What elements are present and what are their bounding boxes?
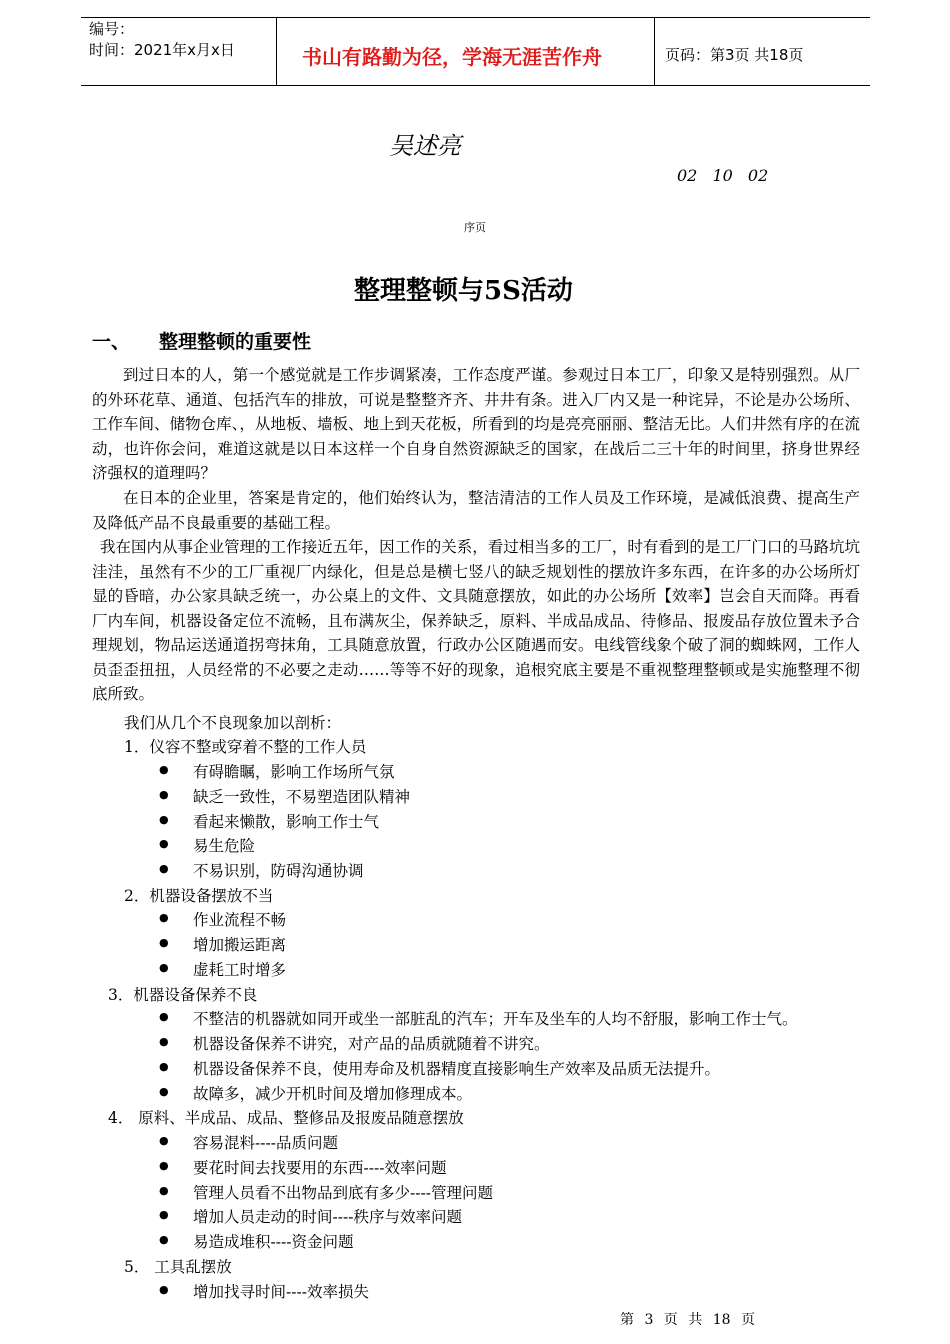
bullet-icon: ●	[159, 1060, 169, 1073]
bullet-icon: ●	[159, 788, 169, 801]
list-item: 易造成堆积----资金问题	[193, 1233, 354, 1251]
list-group-label: 5． 工具乱摆放	[124, 1258, 232, 1276]
paragraph-2: 在日本的企业里，答案是肯定的，他们始终认为，整洁清洁的工作人员及工作环境，是减低浪费、提高生产及降低产品不良最重要的基础工程。	[92, 489, 860, 532]
paragraph-1: 到过日本的人，第一个感觉就是工作步调紧凑，工作态度严谨。参观过日本工厂，印象又是特别强烈。从厂的外环花草、通道、包括汽车的排放，可说是整整齐齐、井井有条。进入厂内又是一种诧异，不论是办公场所、工作车间、储物仓库、，从地板、墙板、地上到天花板，所看到的均是亮亮丽丽、整洁无比。人们井然有序的在流动，也许你会问，难道这就是以日本这样一个自身自然资源缺乏的国家，在战后二三十年的时间里，挤身世界经济强权的道理吗？	[92, 366, 860, 482]
list-item: 有碍瞻瞩，影响工作场所气氛	[193, 763, 395, 781]
document-date: 02 10 02	[677, 166, 769, 185]
bullet-icon: ●	[159, 1134, 169, 1147]
header-divider-2	[654, 17, 655, 85]
header-motto: 书山有路勤为径，学海无涯苦作舟	[302, 45, 602, 69]
author-name: 吴述亮	[389, 132, 461, 160]
bullet-icon: ●	[159, 1233, 169, 1246]
bullet-icon: ●	[159, 1184, 169, 1197]
bullet-icon: ●	[159, 961, 169, 974]
header-time-label: 时间：2021年x月x日	[89, 41, 235, 59]
list-item: 增加找寻时间----效率损失	[193, 1283, 369, 1301]
list-item: 易生危险	[193, 837, 256, 855]
list-group-label: 3．机器设备保养不良	[108, 986, 258, 1004]
list-item: 管理人员看不出物品到底有多少----管理问题	[193, 1184, 493, 1202]
section-heading: 整理整顿的重要性	[159, 331, 312, 353]
list-item: 缺乏一致性，不易塑造团队精神	[193, 788, 411, 806]
preface-label: 序页	[464, 221, 486, 234]
bullet-icon: ●	[159, 763, 169, 776]
paragraph-3: 我在国内从事企业管理的工作接近五年，因工作的关系，看过相当多的工厂，时有看到的是工厂门口的马路坑坑洼洼，虽然有不少的工厂重视厂内绿化，但是总是横七竖八的缺乏规划性的摆放许多东西，在许多的办公场所灯显的昏暗，办公家具缺乏统一，办公桌上的文件、文具随意摆放，如此的办公场所【效率】岂会自天而降。再看厂内车间，机器设备定位不流畅，且布满灰尘，保养缺乏，原料、半成品成品、待修品、报废品存放位置未予合理规划，物品运送通道拐弯抹角，工具随意放置，行政办公区随遇而安。电线管线象个破了洞的蜘蛛网，工作人员歪歪扭扭，人员经常的不必要之走动……等等不好的现象，追根究底主要是不重视整理整顿或是实施整理不彻底所致。	[92, 538, 860, 703]
header-divider-1	[276, 17, 277, 85]
list-item: 故障多，减少开机时间及增加修理成本。	[193, 1085, 473, 1103]
bullet-icon: ●	[159, 1208, 169, 1221]
page-footer: 第 3 页 共 18 页	[620, 1312, 755, 1328]
header-number-label: 编号：	[89, 20, 135, 38]
list-item: 机器设备保养不良，使用寿命及机器精度直接影响生产效率及品质无法提升。	[193, 1060, 721, 1078]
list-item: 要花时间去找要用的东西----效率问题	[193, 1159, 447, 1177]
bullet-icon: ●	[159, 1010, 169, 1023]
bullet-icon: ●	[159, 1035, 169, 1048]
list-group-label: 2．机器设备摆放不当	[124, 887, 274, 905]
list-item: 作业流程不畅	[193, 911, 287, 929]
document-title: 整理整顿与5S活动	[354, 276, 573, 306]
list-item: 容易混料----品质问题	[193, 1134, 338, 1152]
bullet-icon: ●	[159, 1283, 169, 1296]
bullet-icon: ●	[159, 813, 169, 826]
header-page-label: 页码：第3页 共18页	[665, 46, 804, 64]
list-item: 增加人员走动的时间----秩序与效率问题	[193, 1208, 462, 1226]
list-item: 增加搬运距离	[193, 936, 287, 954]
list-item: 机器设备保养不讲究，对产品的品质就随着不讲究。	[193, 1035, 550, 1053]
header-bottom-rule	[81, 85, 870, 86]
list-item: 不整洁的机器就如同开或坐一部脏乱的汽车；开车及坐车的人均不舒服，影响工作士气。	[193, 1010, 798, 1028]
list-group-label: 1．仪容不整或穿着不整的工作人员	[124, 738, 367, 756]
list-item: 看起来懒散，影响工作士气	[193, 813, 380, 831]
bullet-icon: ●	[159, 1159, 169, 1172]
bullet-icon: ●	[159, 862, 169, 875]
list-item: 不易识别，防碍沟通协调	[193, 862, 364, 880]
bullet-icon: ●	[159, 911, 169, 924]
paragraph-4: 我们从几个不良现象加以剖析：	[124, 714, 342, 732]
section-number: 一、	[92, 331, 131, 353]
bullet-icon: ●	[159, 1085, 169, 1098]
bullet-icon: ●	[159, 936, 169, 949]
bullet-icon: ●	[159, 837, 169, 850]
header-top-rule	[81, 17, 870, 18]
list-group-label: 4． 原料、半成品、成品、整修品及报废品随意摆放	[108, 1109, 464, 1127]
list-item: 虚耗工时增多	[193, 961, 287, 979]
